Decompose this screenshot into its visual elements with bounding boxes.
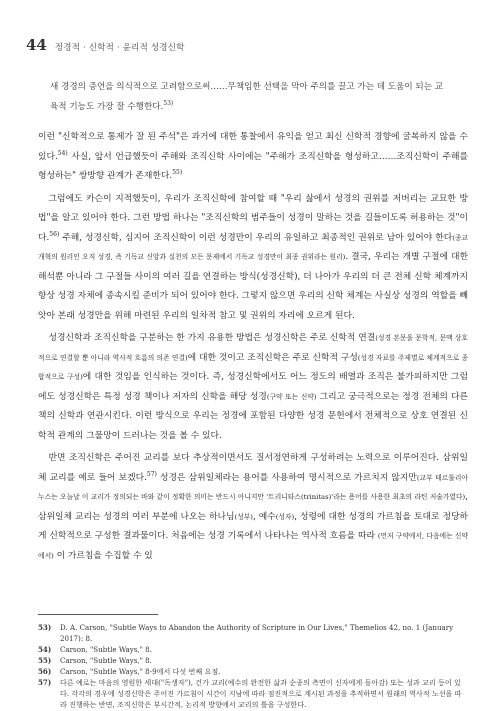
footnote-text: Carson, "Subtle Ways," 8. bbox=[60, 656, 152, 665]
block-quote bbox=[50, 78, 450, 117]
inline-note: (성경 본문을 문학적, 문맥 상호적으로 연결할 뿐 아니라 역사적 흐름의 의존 연결) bbox=[38, 334, 468, 362]
paragraph-text: 반면 조직신학은 주어진 교리를 보다 추상적이면서도 질서정연하게 구성하려는 노력으로 이루어진다. 삼위일체 교리를 예로 들어 보겠다. bbox=[38, 453, 468, 483]
paragraph-text: 에 대한 것임을 인식하는 것이다. 즉, 성경신학에서도 어느 정도의 배열과 조직은 불가피하지만 그럼에도 성경신학은 특정 성경 책이나 저자의 신학을 해당 성경 bbox=[38, 372, 468, 402]
paragraph bbox=[38, 329, 468, 446]
footnote-number: 54) bbox=[38, 645, 52, 654]
body-text bbox=[38, 128, 468, 569]
footnote-number: 53) bbox=[38, 623, 52, 632]
footnote-ref: 55) bbox=[172, 169, 183, 177]
inline-note: (성자) bbox=[275, 512, 295, 521]
paragraph-text: 에 대한 것이고 조직신학은 주로 신학적 구성 bbox=[187, 352, 358, 363]
paragraph-text: , 성령에 대한 성경의 가르침을 토대로 정당하게 신학적으로 구성한 결과물이다. 처음에는 성경 기록에서 나타나는 역사적 흐름을 따라 bbox=[38, 511, 469, 541]
paragraph-text: . 결국, 우리는 개별 구절에 대한 해석뿐 아니라 그 구절들 사이의 여러 길을 연결하는 방식(성경신학), 더 나아가 우리의 더 큰 전체 신학 체계까지 항상 성경 자체에 종속시킬 준비가 되어 있어야 한다. 그렇지 않으면 우리의 신학 체계는 사실상 성경의 역할을 빼앗아 본래 성경만을 위해 마련된 우리의 일차적 참고 및 권위의 자리에 오르게 된다. bbox=[38, 252, 468, 321]
paragraph bbox=[38, 449, 468, 566]
footnote bbox=[38, 677, 468, 710]
paragraph-text: , 삼위일체 교리는 성경의 여러 부분에 나오는 하나님 bbox=[38, 492, 468, 522]
footnote-text: 다른 예로는 마음의 영원한 세대("독생자"), 건가 교리(예수의 완전한 삶과 순종의 측면이 신자에게 돌아감) 또는 성과 교리 등이 있다. 각각의 경우에 성경신학은 주어진 가르침이 시간이 지남에 따라 점진적으로 계시된 과정을 추적하면서 원래의 역사적 노선을 따라 진행하는 반면, 조직신학은 부시간적, 논리적 방향에서 교리의 틀을 구성한다. bbox=[60, 678, 462, 709]
paragraph-text: 성경신학과 조직신학을 구분하는 한 가지 유용한 방법은 성경신학은 주로 신학적 연결 bbox=[48, 333, 376, 343]
footnote-number: 56) bbox=[38, 667, 52, 676]
footnote-text: Carson, "Subtle Ways," 8-9에서 다섯 번째 요점. bbox=[60, 667, 221, 676]
inline-note: (먼저 구약에서, 다음에는 신약에서) bbox=[38, 532, 468, 560]
inline-note: (성부) bbox=[234, 512, 253, 521]
page-number: 44 bbox=[26, 36, 47, 54]
footnote bbox=[38, 666, 468, 677]
paragraph-text: , 예수 bbox=[252, 511, 276, 522]
footnote bbox=[38, 655, 468, 666]
footnote-ref: 54) bbox=[57, 149, 68, 157]
paragraph-text: 사실, 앞서 언급했듯이 주해와 조직신학 사이에는 "주해가 조직신학을 형성하고……조직신학이 주해를 형성하는" 쌍방향 관계가 존재한다. bbox=[38, 151, 468, 181]
footnote-number: 57) bbox=[38, 678, 52, 687]
footnotes bbox=[38, 622, 468, 710]
inline-note: (종교개혁의 원리인 오직 성경, 즉 기독교 신앙과 실천의 모든 문제에서 기독교 성경만이 최종 권위라는 원리) bbox=[38, 233, 468, 261]
paragraph bbox=[38, 128, 468, 187]
inline-note: (구약 또는 신약) bbox=[266, 392, 317, 401]
footnote-text: D. A. Carson, "Subtle Ways to Abandon the Authority of Scripture in Our Lives," Themelios 42, no. 1 (January 2017): 8. bbox=[60, 623, 454, 643]
footnote-ref: 53) bbox=[163, 99, 174, 107]
footnote-number: 55) bbox=[38, 656, 52, 665]
paragraph-text: 이런 "신학적으로 통제가 잘 된 주석"은 과거에 대한 통찰에서 유익을 얻고 최신 신학적 경향에 굴복하지 않을 수 있다. bbox=[38, 132, 468, 162]
inline-note: (성경 자료를 주제별로 체계적으로 종합적으로 구성) bbox=[38, 353, 469, 381]
paragraph bbox=[38, 190, 468, 327]
inline-note: (교부 테르툴리아누스는 오늘날 이 교리가 정의되는 바와 같이 정확한 의미는 반드시 아니지만 '트리니타스(trinitas)'라는 용어를 사용한 최초의 라틴 저술가였다) bbox=[38, 473, 468, 501]
paragraph-text: 그리고 궁극적으로는 정경 전체의 다른 책의 신학과 연관시킨다. 이런 방식으로 우리는 정경에 포함된 다양한 성경 문헌에서 전체적으로 상호 연결된 신학적 관계의 그물망이 드러나는 것을 볼 수 있다. bbox=[38, 391, 468, 441]
footnote-divider bbox=[38, 614, 158, 615]
footnote bbox=[38, 644, 468, 655]
footnote-ref: 56) bbox=[49, 230, 60, 238]
paragraph-text: 성경은 삼위일체라는 용어를 사용하여 명시적으로 가르치지 않지만 bbox=[156, 472, 417, 483]
footnote-ref: 57) bbox=[146, 470, 157, 478]
footnote bbox=[38, 622, 468, 644]
page-header bbox=[26, 36, 185, 54]
paragraph-text: 주해, 성경신학, 심지어 조직신학이 이런 성경만이 우리의 유일하고 최종적인 권위로 남아 있어야 한다 bbox=[59, 232, 453, 243]
running-head: 정경적 · 신학적 · 윤리적 성경신학 bbox=[54, 43, 185, 53]
footnote-text: Carson, "Subtle Ways," 8. bbox=[60, 645, 152, 654]
block-quote-text: 새 경경의 증언을 의식적으로 고려함으로써……무책임한 선택을 막아 주의를 끌고 가는 데 도움이 되는 교육적 기능도 가장 잘 수행한다. bbox=[50, 82, 444, 112]
paragraph-text: 그럼에도 카슨이 지적했듯이, 우리가 조직신학에 참여할 때 "우리 삶에서 성경의 권위를 저버리는 교묘한 방법"을 알고 있어야 한다. 그런 방법 하나는 "조직신학의 범주들이 성경이 말하는 것을 길들이도록 허용하는 것"이다. bbox=[38, 193, 468, 243]
paragraph-text: 이 가르침을 수집할 수 있 bbox=[53, 550, 153, 561]
